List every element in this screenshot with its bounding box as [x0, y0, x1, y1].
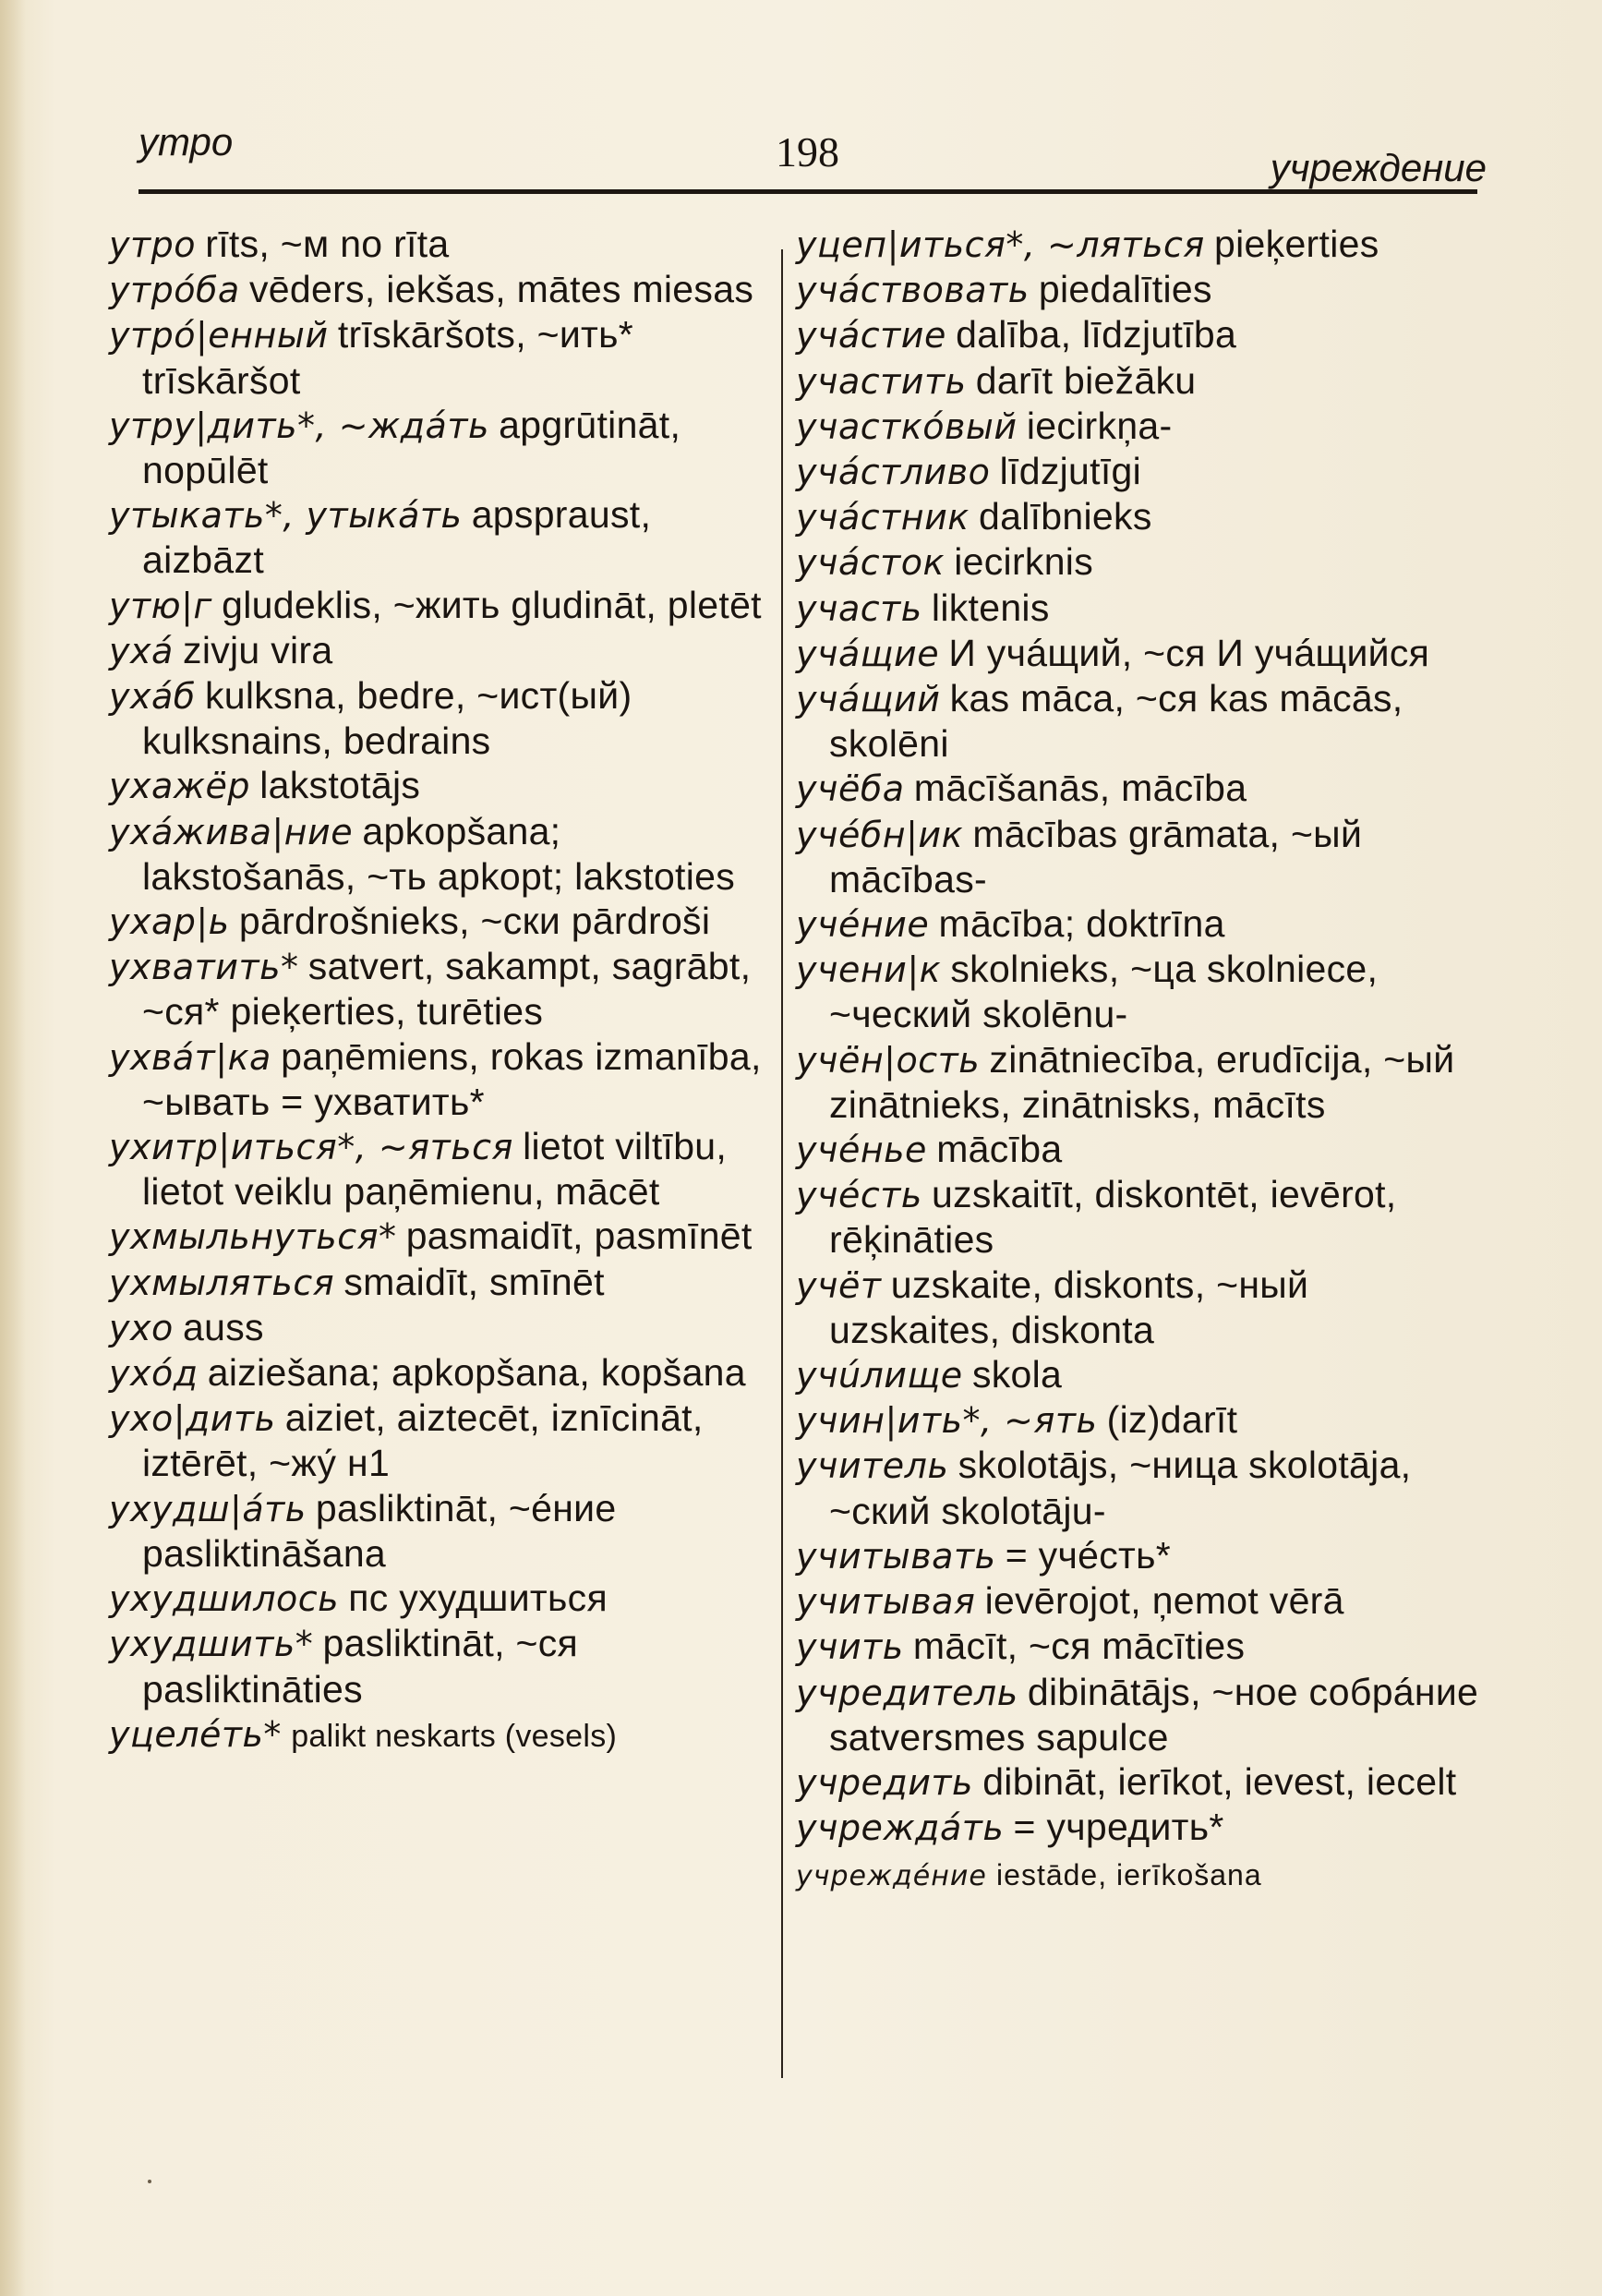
definition: lietot viltību, lietot veiklu paņēmienu, mācēt: [142, 1125, 728, 1214]
definition: paņēmiens, rokas izmanība, ~ывать = ухватить*: [142, 1034, 762, 1123]
dictionary-entry: [109, 583, 778, 628]
headword: утрóба: [109, 270, 240, 311]
headword: ухмыляться: [109, 1262, 335, 1303]
headword: учáстие: [796, 315, 946, 356]
headword: учёба: [796, 768, 905, 810]
definition: uzskaitīt, diskontēt, ievērot, rēķināties: [829, 1173, 1397, 1262]
headword: ухар|ь: [109, 901, 230, 943]
headword: ухудш|áть: [109, 1488, 307, 1529]
dictionary-entry: [796, 1263, 1479, 1352]
definition: darīt biežāku: [975, 358, 1197, 402]
headword: учáстливо: [796, 452, 991, 493]
running-head-first-word: утро: [139, 120, 234, 163]
headword: учредить: [796, 1761, 973, 1803]
dictionary-entry: [109, 312, 778, 402]
definition: iecirknis: [954, 540, 1094, 584]
definition: = учéсть*: [1005, 1533, 1172, 1577]
headword: ухо|дить: [109, 1398, 276, 1440]
headword: ухóд: [109, 1353, 199, 1395]
page-number: 198: [776, 128, 839, 175]
headword: ухватить*: [109, 947, 299, 988]
definition: trīskāršots, ~ить* trīskāršot: [142, 313, 634, 402]
headword: ухо: [109, 1307, 174, 1348]
definition: apgrūtināt, nopūlēt: [142, 403, 681, 492]
dictionary-entry: [109, 763, 778, 808]
dictionary-entry: [109, 944, 778, 1033]
dictionary-entry: [796, 1443, 1479, 1532]
definition: dibināt, ierīkot, ievest, iecelt: [982, 1759, 1457, 1803]
definition: uzskaite, diskonts, ~ный uzskaites, diskonta: [829, 1263, 1309, 1351]
headword: ухáжива|ние: [109, 811, 354, 852]
dictionary-entry: [796, 222, 1479, 267]
definition: aiziešana; apkopšana, kopšana: [207, 1351, 746, 1395]
definition: rīts, ~м no rīta: [205, 223, 450, 265]
dictionary-entry: [796, 1533, 1479, 1578]
headword: участкóвый: [796, 405, 1018, 447]
definition: kulksna, bedre, ~ист(ый) kulksnains, bedrains: [142, 674, 632, 763]
dictionary-entry: [109, 673, 778, 763]
headword: учитывая: [796, 1581, 976, 1623]
headword: утро: [109, 224, 196, 265]
definition: piedalīties: [1038, 268, 1212, 311]
dictionary-entry: [109, 1576, 778, 1621]
dictionary-entry: [796, 358, 1479, 404]
dictionary-entry: [109, 1214, 778, 1259]
definition: mācība: [936, 1128, 1063, 1171]
dictionary-entry: [796, 312, 1479, 357]
headword: учáсток: [796, 542, 945, 584]
dictionary-entry: [796, 947, 1479, 1036]
headword: ухудшилось: [109, 1578, 340, 1620]
dictionary-entry: [109, 1305, 778, 1350]
headword: ухажёр: [109, 766, 250, 807]
definition: zinātniecība, erudīcija, ~ый zinātnieks, zinātnisks, mācīts: [829, 1037, 1455, 1126]
headword: учить: [796, 1626, 904, 1668]
dictionary-entry: [796, 1127, 1479, 1172]
definition: lakstotājs: [259, 764, 421, 807]
dictionary-entry: [109, 267, 778, 312]
definition: iestāde, ierīkošana: [996, 1858, 1262, 1892]
definition: ievērojot, ņemot vērā: [984, 1579, 1344, 1623]
right-column: [796, 222, 1479, 1900]
headword: уцеп|иться*, ~ляться: [796, 224, 1205, 265]
definition: mācīt, ~ся mācīties: [912, 1625, 1246, 1668]
dictionary-entry: [796, 586, 1479, 631]
headword: ухá: [109, 630, 174, 671]
definition: pārdrošnieks, ~ски pārdroši: [238, 900, 711, 943]
definition: smaidīt, smīnēt: [343, 1260, 605, 1303]
dictionary-entry: [796, 1172, 1479, 1262]
headword: ухвáт|ка: [109, 1036, 271, 1078]
dictionary-entry: [109, 1621, 778, 1710]
dictionary-entry: [109, 1034, 778, 1124]
definition: pieķerties: [1214, 223, 1379, 265]
dictionary-entry: [109, 1486, 778, 1576]
definition: dalība, līdzjutība: [956, 313, 1237, 356]
definition: auss: [182, 1305, 264, 1348]
definition: dalībnieks: [979, 495, 1152, 538]
definition: gludeklis, ~жить gludināt, pletēt: [222, 583, 762, 626]
definition: iecirkņa-: [1026, 404, 1173, 447]
headword: учéние: [796, 904, 930, 946]
definition: = учредить*: [1013, 1806, 1224, 1849]
dictionary-entry: [109, 628, 778, 673]
headword: учреждáть: [796, 1807, 1005, 1849]
definition: mācības grāmata, ~ый mācības-: [829, 812, 1363, 900]
definition: mācība; doktrīna: [938, 902, 1225, 946]
dictionary-entry: [796, 676, 1479, 766]
dictionary-entry: [796, 539, 1479, 585]
definition: skola: [971, 1353, 1063, 1396]
dictionary-entry: [796, 631, 1479, 676]
headword: учéсть: [796, 1175, 922, 1216]
definition: (iz)darīt: [1106, 1398, 1238, 1442]
headword: учúлище: [796, 1355, 963, 1396]
headword: учáстник: [796, 497, 970, 538]
definition: skolotājs, ~ница skolotāja, ~ский skolotāju-: [829, 1444, 1412, 1532]
definition: līdzjutīgi: [999, 450, 1142, 493]
definition: pasliktināt, ~éние pasliktināšana: [142, 1486, 617, 1575]
dictionary-entry: [796, 1805, 1479, 1850]
definition: kas māca, ~ся kas mācās, skolēni: [829, 677, 1403, 766]
dictionary-entry: [796, 1397, 1479, 1443]
headword: участить: [796, 360, 967, 402]
headword: ухмыльнуться*: [109, 1216, 397, 1258]
definition: пс ухудшиться: [348, 1577, 608, 1620]
dictionary-entry: [796, 494, 1479, 539]
dictionary-entry: [109, 222, 778, 267]
headword: учáщие: [796, 633, 940, 674]
dictionary-entry: [109, 809, 778, 899]
headword: утю|г: [109, 585, 212, 626]
headword: участь: [796, 587, 922, 629]
headword: утрó|енный: [109, 315, 329, 356]
dictionary-entry: [796, 1850, 1479, 1899]
headword: учáствовать: [796, 270, 1030, 311]
headword: учитывать: [796, 1535, 996, 1577]
headword: учреждéние: [796, 1860, 987, 1893]
headword: учён|ость: [796, 1039, 981, 1081]
definition: aiziet, aiztecēt, iznīcināt, iztērēt, ~жу́ н1: [142, 1396, 704, 1485]
definition: pasliktināt, ~ся pasliktināties: [142, 1622, 579, 1710]
dictionary-entry: [109, 492, 778, 582]
dictionary-entry: [796, 1670, 1479, 1759]
headword: утыкать*, утыкáть: [109, 495, 463, 537]
definition: mācīšanās, mācība: [913, 767, 1247, 810]
headword: учин|ить*, ~ять: [796, 1400, 1098, 1442]
dictionary-entry: [109, 1260, 778, 1305]
headword: ухудшить*: [109, 1624, 314, 1665]
headword: учéбн|ик: [796, 814, 964, 855]
definition: skolnieks, ~ца skolniece, ~ческий skolēnu-: [829, 948, 1379, 1036]
definition: vēders, iekšas, mātes miesas: [248, 268, 754, 311]
dictionary-entry: [796, 766, 1479, 811]
definition: liktenis: [931, 586, 1050, 629]
definition: dibinātājs, ~ное собрáние satversmes sapulce: [829, 1670, 1479, 1758]
definition: pasmaidīt, pasmīnēt: [405, 1214, 753, 1258]
dictionary-entry: [796, 901, 1479, 947]
dictionary-entry: [109, 1124, 778, 1214]
left-column: [109, 222, 778, 1758]
headword: учáщий: [796, 679, 941, 720]
headword: учéнье: [796, 1130, 927, 1171]
headword: ухáб: [109, 676, 196, 718]
dictionary-entry: [109, 403, 778, 492]
dictionary-entry: [109, 1396, 778, 1485]
definition: apkopšana; lakstošanās, ~ть apkopt; lakstoties: [142, 809, 736, 898]
headword: учитель: [796, 1445, 949, 1487]
headword: уцелéть*: [109, 1713, 282, 1755]
headword: учредитель: [796, 1672, 1018, 1713]
header-rule: [139, 189, 1477, 194]
running-head-last-word: учреждение: [1270, 146, 1487, 189]
dictionary-entry: [796, 1759, 1479, 1805]
headword: утру|дить*, ~ждáть: [109, 405, 489, 446]
dictionary-entry: [796, 267, 1479, 312]
headword: учени|к: [796, 949, 942, 991]
definition: palikt neskarts (vesels): [291, 1718, 618, 1754]
dictionary-entry: [109, 1350, 778, 1396]
definition: И учáщий, ~ся И учáщийся: [948, 631, 1430, 674]
definition: zivju vira: [183, 628, 333, 671]
headword: учёт: [796, 1264, 882, 1306]
dictionary-entry: [796, 812, 1479, 901]
definition: apspraust, aizbāzt: [142, 493, 652, 582]
dictionary-entry: [796, 1578, 1479, 1624]
dictionary-entry: [796, 404, 1479, 449]
definition: satvert, sakampt, sagrābt, ~ся* pieķerties, turēties: [142, 945, 752, 1033]
paper-speck: [148, 2180, 151, 2183]
dictionary-entry: [796, 1624, 1479, 1669]
running-head: [139, 120, 1487, 189]
dictionary-entry: [796, 449, 1479, 494]
headword: ухитр|иться*, ~яться: [109, 1127, 513, 1168]
dictionary-entry: [109, 899, 778, 944]
dictionary-entry: [109, 1711, 778, 1758]
column-divider: [781, 249, 783, 2078]
dictionary-entry: [796, 1037, 1479, 1127]
dictionary-entry: [796, 1352, 1479, 1397]
